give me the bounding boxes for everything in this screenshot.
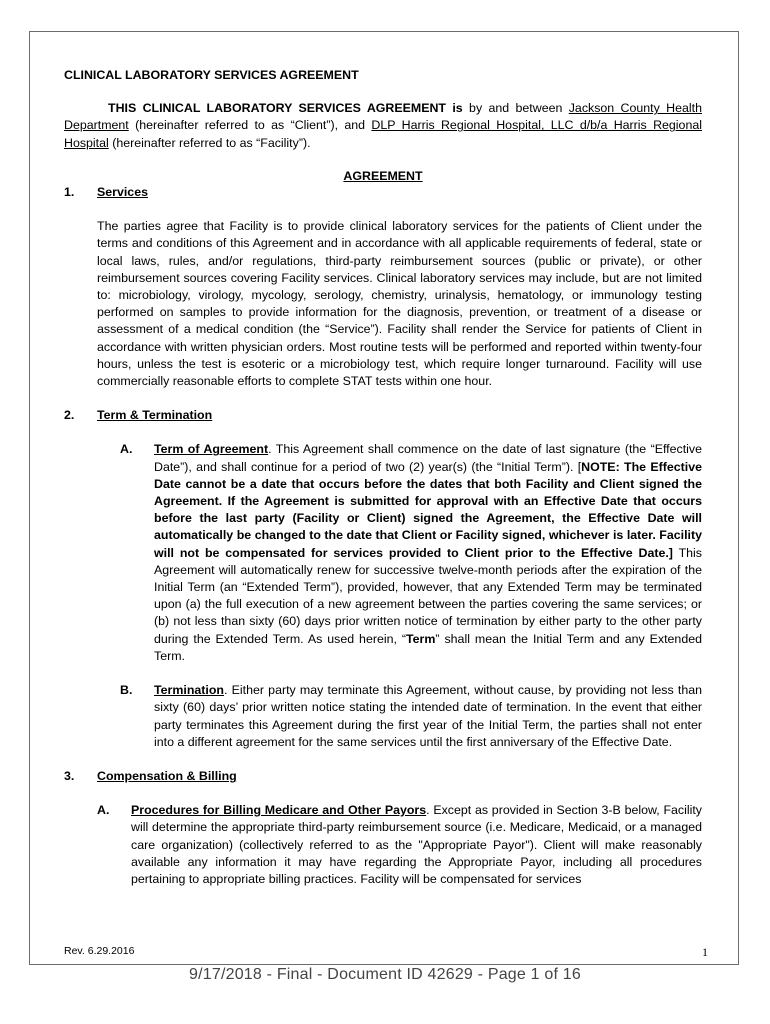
section-3-title: Compensation & Billing bbox=[97, 768, 237, 783]
section-1-title: Services bbox=[97, 185, 148, 200]
intro-text-3: (hereinafter referred to as “Facility”). bbox=[108, 135, 311, 150]
page-number: 1 bbox=[702, 945, 708, 959]
agreement-heading: AGREEMENT bbox=[343, 168, 423, 183]
section-2-title: Term & Termination bbox=[97, 408, 213, 423]
section-2b-text: . Either party may terminate this Agreement, without cause, by providing not less than sixty (60) days’ prior written notice stating the intended date of termination. In the event that either party terminates this Agreement during the first year of the Initial Term, the parties shall not enter into a different agreement for the same services until the first anniversary of the Effective Date. bbox=[154, 683, 702, 749]
section-2a bbox=[120, 441, 702, 665]
section-3a-body bbox=[131, 802, 702, 888]
section-3a-title: Procedures for Billing Medicare and Other Payors bbox=[131, 803, 427, 818]
section-1-number: 1. bbox=[64, 185, 75, 200]
section-3-number: 3. bbox=[64, 768, 75, 783]
intro-text-1: by and between bbox=[462, 101, 569, 116]
section-2a-text-3: ” shall mean the Initial Term and any Extended Term. bbox=[154, 631, 702, 663]
revision-label: Rev. 6.29.2016 bbox=[64, 945, 135, 957]
section-2b-title: Termination bbox=[154, 683, 224, 698]
section-2a-title: Term of Agreement bbox=[154, 442, 269, 457]
section-3-heading bbox=[64, 768, 702, 785]
document-body bbox=[64, 67, 702, 888]
document-title: CLINICAL LABORATORY SERVICES AGREEMENT bbox=[64, 68, 359, 82]
section-2a-text-2: This Agreement will automatically renew for successive twelve-month periods after the expiration of the Initial Term (an “Extended Term”), provided, however, that any Extended Term may be terminated upon (a) the full execution of a new agreement between the parties covering the same services; or (b) not less than sixty (60) days prior written notice of termination by either party to the other party during the Extended Term. As used herein, “ bbox=[154, 545, 702, 646]
section-2a-letter: A. bbox=[120, 442, 133, 457]
section-2b bbox=[120, 682, 702, 751]
intro-lead: THIS CLINICAL LABORATORY SERVICES AGREEMENT is bbox=[108, 101, 463, 116]
facility-name: DLP Harris Regional Hospital, LLC d/b/a Harris Regional Hospital bbox=[64, 118, 702, 150]
section-2b-letter: B. bbox=[120, 683, 133, 698]
section-3a-letter: A. bbox=[97, 803, 110, 818]
term-word: Term bbox=[406, 631, 436, 646]
intro-paragraph bbox=[64, 100, 702, 152]
intro-text-2: (hereinafter referred to as “Client”), and bbox=[128, 118, 372, 133]
section-1-body: The parties agree that Facility is to provide clinical laboratory services for the patients of Client under the terms and conditions of this Agreement and in accordance with all applicable requirements of federal, state or local laws, rules, and/or regulations, third-party reimbursement sources (public or private), or other reimbursement sources covering Facility services. Clinical laboratory services may include, but are not limited to: microbiology, virology, mycology, serology, chemistry, urinalysis, hematology, or immunology testing performed on samples to provide information for the diagnosis, prevention, or treatment of a disease or assessment of a medical condition (the “Service”). Facility shall render the Service for patients of Client in accordance with written physician orders. Most routine tests will be performed and reported within twenty-four hours, unless the test is esoteric or a microbiology test, which require longer turnaround. Facility will use commercially reasonable efforts to complete STAT tests within one hour. bbox=[97, 219, 702, 389]
client-name: Jackson County Health Department bbox=[64, 101, 702, 133]
section-2a-note: NOTE: The Effective Date cannot be a date that occurs before the dates that both Facility and Client signed the Agreement. If the Agreement is submitted for approval with an Effective Date that occurs before the last party (Facility or Client) signed the Agreement, the Effective Date will automatically be changed to the date that Client or Facility signed, whichever is later. Facility will not be compensated for services provided to Client prior to the Effective Date.] bbox=[154, 459, 702, 560]
section-2a-text-1: . This Agreement shall commence on the date of last signature (the “Effective Date”), and shall continue for a period of two (2) year(s) (the “Initial Term”). [ bbox=[154, 442, 702, 474]
section-2-heading bbox=[64, 407, 702, 424]
section-1-heading bbox=[64, 184, 702, 201]
section-2a-body bbox=[154, 441, 702, 665]
section-2b-body bbox=[154, 682, 702, 751]
section-3a-text: . Except as provided in Section 3-B below, Facility will determine the appropriate third-party reimbursement source (i.e. Medicare, Medicaid, or a managed care organization) (collectively referred to as the "Appropriate Payor"). Client will make reasonably available any information it may have regarding the Appropriate Payor, including all procedures pertaining to appropriate billing practices. Facility will be compensated for services bbox=[131, 803, 703, 886]
section-3a bbox=[97, 802, 702, 888]
section-2-number: 2. bbox=[64, 408, 75, 423]
document-id-stamp: 9/17/2018 - Final - Document ID 42629 - Page 1 of 16 bbox=[189, 966, 581, 983]
